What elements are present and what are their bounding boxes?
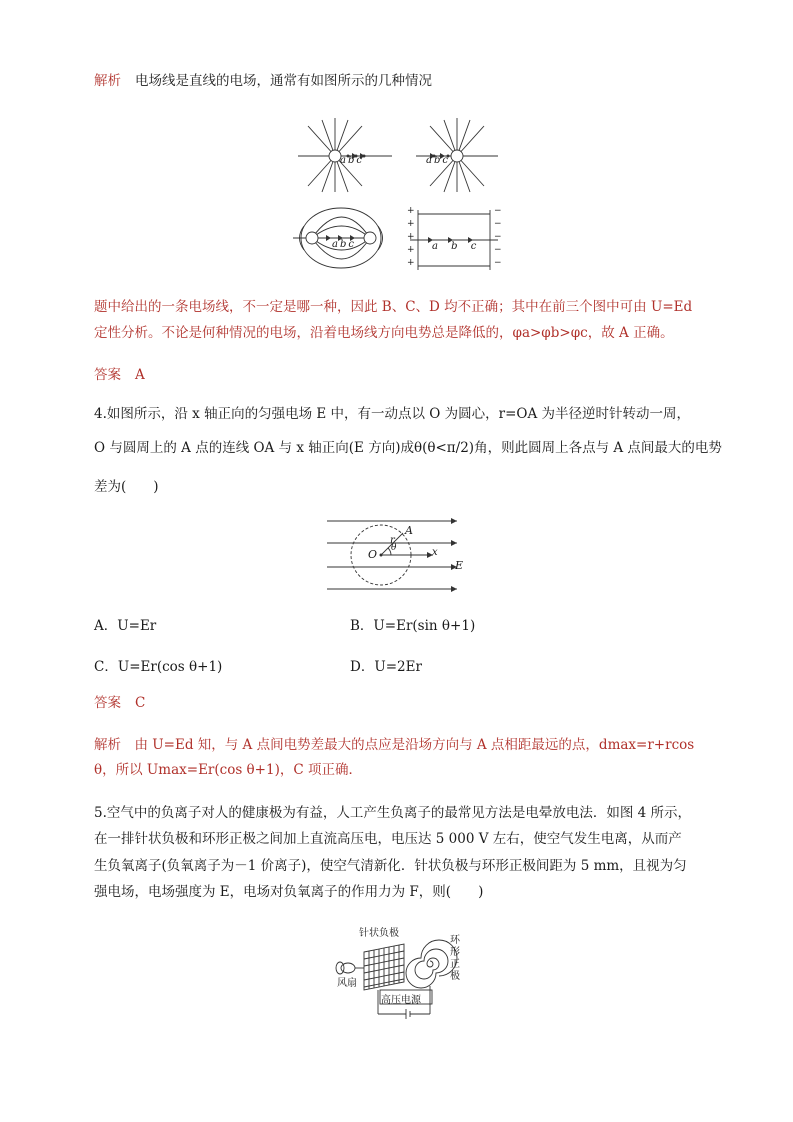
analysis-intro-text: 电场线是直线的电场，通常有如图所示的几种情况 bbox=[135, 73, 432, 89]
analysis-intro bbox=[94, 73, 432, 91]
q5-line3: 生负氧离子(负氧离子为－1 价离子)，使空气清新化．针状负极与环形正极间距为 5 mm，且视为匀 bbox=[94, 858, 687, 874]
analysis-para-line2: 定性分析。不论是何种情况的电场，沿着电场线方向电势总是降低的，φa>φb>φc，故 A 正确。 bbox=[94, 325, 674, 341]
analysis-q4-line1: 解析 由 U=Ed 知，与 A 点间电势差最大的点应是沿场方向与 A 点相距最远的点，dmax=r+rcos bbox=[94, 737, 695, 753]
q4-line3: 差为( ) bbox=[94, 479, 159, 495]
label-needle-electrode: 针状负极 bbox=[359, 928, 399, 939]
answer-value: C bbox=[135, 695, 146, 711]
option-a: A．U=Er bbox=[94, 618, 157, 634]
q4-label-theta: θ bbox=[391, 543, 397, 553]
answer-q3 bbox=[94, 367, 145, 385]
q4-line1: 4.如图所示，沿 x 轴正向的匀强电场 E 中，有一动点以 O 为圆心，r=OA 为半径逆时针转动一周， bbox=[94, 406, 691, 422]
field-lines-figure bbox=[290, 114, 520, 274]
q4-label-O: O bbox=[368, 548, 378, 561]
q4-label-A: A bbox=[405, 524, 413, 537]
analysis-q4-line2: θ，所以 Umax=Er(cos θ+1)，C 项正确． bbox=[94, 762, 362, 778]
answer-label: 答案 bbox=[94, 367, 121, 383]
fig1-bl-labels: a b c bbox=[332, 239, 354, 250]
label-ring-electrode: 环形正极 bbox=[450, 935, 460, 982]
answer-value: A bbox=[135, 367, 145, 383]
fig1-tl-labels: a b c bbox=[340, 155, 362, 166]
plus-plate-signs: + + + + + bbox=[407, 206, 415, 268]
q4-label-r: r bbox=[390, 535, 395, 546]
option-c: C．U=Er(cos θ+1) bbox=[94, 659, 223, 675]
option-d: D．U=2Er bbox=[350, 659, 422, 675]
q5-line4: 强电场，电场强度为 E，电场对负氧离子的作用力为 F，则( ) bbox=[94, 884, 484, 900]
option-b: B．U=Er(sin θ+1) bbox=[350, 618, 476, 634]
answer-q4 bbox=[94, 695, 145, 713]
q4-label-E: E bbox=[455, 559, 464, 572]
analysis-para-line1: 题中给出的一条电场线，不一定是哪一种，因此 B、C、D 均不正确；其中在前三个图中可由 U=Ed bbox=[94, 299, 693, 315]
fig1-br-labels: a b c bbox=[432, 241, 477, 252]
label-fan: 风扇 bbox=[337, 978, 357, 989]
q4-circle-figure bbox=[325, 515, 465, 597]
q4-label-x: x bbox=[432, 547, 438, 558]
answer-label: 答案 bbox=[94, 695, 121, 711]
label-power-supply: 高压电源 bbox=[381, 995, 421, 1006]
q4-line2: O 与圆周上的 A 点的连线 OA 与 x 轴正向(E 方向)成θ(θ<π/2)角，则此圆周上各点与 A 点间最大的电势 bbox=[94, 440, 722, 456]
analysis-label: 解析 bbox=[94, 73, 121, 89]
q5-line2: 在一排针状负极和环形正极之间加上直流高压电，电压达 5 000 V 左右，使空气发生电离，从而产 bbox=[94, 831, 682, 847]
fig1-tr-labels: a b c bbox=[426, 155, 448, 166]
minus-plate-signs: − − − − − bbox=[494, 206, 502, 268]
q5-line1: 5.空气中的负离子对人的健康极为有益，人工产生负离子的最常见方法是电晕放电法．如图 4 所示， bbox=[94, 805, 692, 821]
